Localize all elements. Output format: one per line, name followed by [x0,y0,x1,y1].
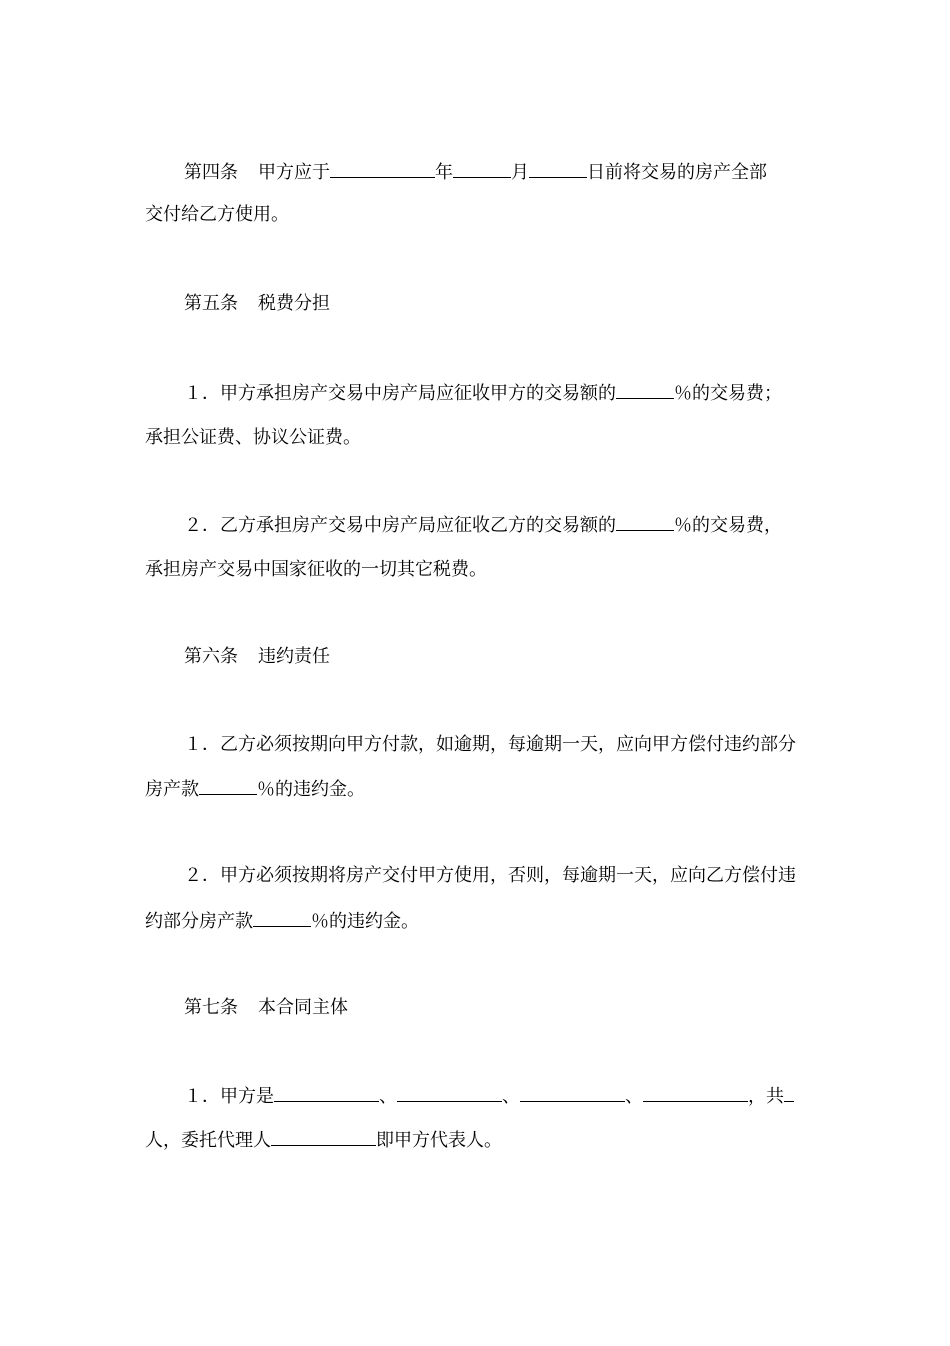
art5-title: 税费分担 [258,293,330,314]
party-a-blank-3 [520,1085,625,1102]
art5-item2-blank [616,514,674,531]
art6-label: 第六条 [184,646,238,667]
separator-1: 、 [379,1086,397,1107]
art6-item1-text-b: ％的违约金。 [257,779,365,800]
year-blank [330,161,435,178]
art7-item1-line1 [184,1085,854,1108]
art7-item1-text-b: ，共 [748,1086,784,1107]
art5-item1-blank [616,382,674,399]
party-a-blank-1 [274,1085,379,1102]
art5-item2-text-b: ％的交易费， [674,515,782,536]
party-a-blank-4 [643,1085,748,1102]
count-blank [784,1085,794,1102]
art5-item1-text-a: １．甲方承担房产交易中房产局应征收甲方的交易额的 [184,383,616,404]
art6-item2-text-a: 约部分房产款 [145,911,253,932]
art6-item1-line1: １．乙方必须按期向甲方付款，如逾期，每逾期一天，应向甲方偿付违约部分 [184,734,796,755]
art7-title: 本合同主体 [258,997,348,1018]
month-label: 月 [511,162,529,183]
art4-line1 [184,161,854,184]
art7-label: 第七条 [184,997,238,1018]
month-blank [453,161,511,178]
year-label: 年 [435,162,453,183]
art7-item1-text-a: １．甲方是 [184,1086,274,1107]
art4-label: 第四条 [184,162,238,183]
agent-blank [271,1129,376,1146]
art7-item1-line2 [145,1129,815,1152]
art7-item1-text-c: 人，委托代理人 [145,1130,271,1151]
art6-item1-line2 [145,778,815,801]
art6-item1-text-a: 房产款 [145,779,199,800]
art7-heading [184,997,854,1019]
art6-item2-text-b: ％的违约金。 [311,911,419,932]
separator-3: 、 [625,1086,643,1107]
art6-heading [184,646,854,668]
art4-line2: 交付给乙方使用。 [145,204,289,225]
art5-heading [184,293,854,315]
party-a-blank-2 [397,1085,502,1102]
art5-item1-line1 [184,382,854,405]
art4-text-c: 日前将交易的房产全部 [587,162,767,183]
art6-item1-blank [199,778,257,795]
art5-item2-line2: 承担房产交易中国家征收的一切其它税费。 [145,559,487,580]
art6-item2-line1: ２．甲方必须按期将房产交付甲方使用，否则，每逾期一天，应向乙方偿付违 [184,865,796,886]
art6-item2-blank [253,910,311,927]
art6-item2-line2 [145,910,815,933]
art5-item2-text-a: ２．乙方承担房产交易中房产局应征收乙方的交易额的 [184,515,616,536]
art5-label: 第五条 [184,293,238,314]
separator-2: 、 [502,1086,520,1107]
art4-text-a: 甲方应于 [258,162,330,183]
art5-item1-text-b: ％的交易费； [674,383,782,404]
art5-item1-line2: 承担公证费、协议公证费。 [145,427,361,448]
art5-item2-line1 [184,514,854,537]
art7-item1-text-d: 即甲方代表人。 [376,1130,502,1151]
day-blank [529,161,587,178]
art6-title: 违约责任 [258,646,330,667]
